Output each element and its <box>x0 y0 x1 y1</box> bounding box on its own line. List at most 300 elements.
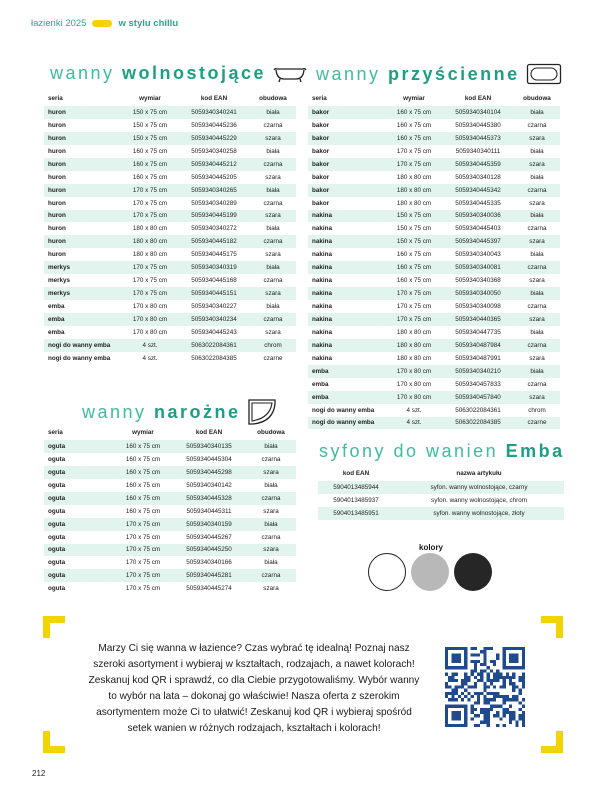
table-cell: 5059340445212 <box>178 158 250 171</box>
table-cell: 150 x 75 cm <box>386 210 442 223</box>
table-cell: 5059340340111 <box>455 147 501 155</box>
table-cell: 5059340340319 <box>178 261 250 274</box>
column-header: kod EAN <box>464 94 492 102</box>
table-cell: szara <box>246 466 296 479</box>
table-cell: 5063022084385 <box>442 417 514 430</box>
table-cell: oguta <box>48 507 66 515</box>
table-cell: 170 x 75 cm <box>122 210 178 223</box>
table-cell: 170 x 75 cm <box>114 544 172 557</box>
title-bold: przyścienne <box>388 63 520 84</box>
table-cell: 160 x 75 cm <box>132 147 168 155</box>
table-cell: huron <box>44 132 122 145</box>
table-row <box>308 261 560 274</box>
table-cell: bakor <box>312 147 330 155</box>
table-row <box>308 352 560 365</box>
table-cell: czarna <box>250 313 296 326</box>
table-cell: bakor <box>312 121 330 129</box>
table-cell: szara <box>265 328 281 336</box>
table-row <box>44 352 296 365</box>
table-cell: 160 x 75 cm <box>386 261 442 274</box>
table-cell: emba <box>48 328 65 336</box>
title-light: wanny <box>50 63 123 83</box>
table-cell: huron <box>44 210 122 223</box>
table-cell: 5059340340142 <box>186 481 232 489</box>
table-cell: biała <box>250 184 296 197</box>
table-row <box>44 569 296 582</box>
table-cell: szara <box>246 544 296 557</box>
table-cell: huron <box>44 106 122 119</box>
table-cell: biała <box>514 287 560 300</box>
table-cell: 170 x 75 cm <box>396 147 432 155</box>
table-cell: nakina <box>312 354 332 362</box>
table-cell: 160 x 75 cm <box>125 455 161 463</box>
table-cell: 5059340445175 <box>191 251 237 259</box>
table-row <box>308 326 560 339</box>
table-cell: bakor <box>312 199 330 207</box>
table-cell: 5059340445243 <box>191 328 237 336</box>
table-row <box>308 119 560 132</box>
table-cell: czarna <box>246 492 296 505</box>
table-cell: huron <box>48 199 66 207</box>
table-cell: 5059340340128 <box>455 173 501 181</box>
table-cell: 180 x 80 cm <box>132 251 168 259</box>
table-cell: syfon. wanny wolnostojące, czarny <box>394 481 564 494</box>
table-row <box>308 145 560 158</box>
table-row <box>44 119 296 132</box>
color-swatch-black <box>454 553 492 591</box>
color-swatch-grey <box>411 553 449 591</box>
table-cell: nakina <box>312 251 332 259</box>
table-cell: nakina <box>312 277 332 285</box>
table-cell: 150 x 75 cm <box>122 106 178 119</box>
table-row <box>44 171 296 184</box>
table-row <box>44 210 296 223</box>
table-cell: nogi do wanny emba <box>312 406 375 414</box>
table-cell: czarna <box>261 455 281 463</box>
table-cell: 5059340340368 <box>455 277 501 285</box>
table-cell: 170 x 75 cm <box>122 184 178 197</box>
title-light: syfony do wanien <box>319 441 506 461</box>
table-cell: 5059340445304 <box>186 455 232 463</box>
title-bold: wolnostojące <box>122 63 267 83</box>
table-cell: szara <box>263 507 279 515</box>
table-cell: 160 x 75 cm <box>114 440 172 453</box>
table-row <box>44 531 296 544</box>
table-cell: czarna <box>263 277 283 285</box>
table-cell: emba <box>48 303 65 311</box>
table-cell: 170 x 75 cm <box>132 199 168 207</box>
table-cell: 170 x 75 cm <box>386 287 442 300</box>
page-number: 212 <box>32 769 46 778</box>
table-cell: 5059340445205 <box>191 173 237 181</box>
table-cell: 150 x 75 cm <box>386 235 442 248</box>
table-cell: oguta <box>48 533 66 541</box>
table-cell: 5059340445182 <box>178 235 250 248</box>
table-cell: biała <box>246 440 296 453</box>
table-row <box>308 235 560 248</box>
table-row <box>308 222 560 235</box>
freestanding-bathtub-icon <box>272 64 308 84</box>
title-light: wanny <box>316 63 389 84</box>
table-cell: 5059340340241 <box>178 106 250 119</box>
table-cell: oguta <box>44 518 114 531</box>
table-cell: 5059340487991 <box>455 354 501 362</box>
table-cell: biała <box>250 106 296 119</box>
table-cell: 160 x 75 cm <box>396 121 432 129</box>
table-cell: 170 x 80 cm <box>396 380 432 388</box>
column-header: wymiar <box>132 428 154 436</box>
column-header: obudowa <box>259 94 287 102</box>
color-swatch-white <box>368 553 406 591</box>
table-cell: 5059340445397 <box>442 235 514 248</box>
table-cell: biała <box>530 147 544 155</box>
table-cell: szara <box>265 251 281 259</box>
column-header: obudowa <box>257 428 285 436</box>
table-cell: 160 x 75 cm <box>125 481 161 489</box>
table-cell: szara <box>250 287 296 300</box>
table-cell: 170 x 75 cm <box>114 518 172 531</box>
table-cell: 160 x 75 cm <box>386 106 442 119</box>
table-cell: oguta <box>44 544 114 557</box>
table-cell: szara <box>529 354 545 362</box>
section-title-syfony <box>319 441 565 462</box>
table-row <box>308 300 560 313</box>
table-row <box>308 248 560 261</box>
table-cell: huron <box>44 158 122 171</box>
yellow-pill-decoration <box>92 20 112 27</box>
table-cell: oguta <box>48 481 66 489</box>
table-cell: biała <box>530 328 544 336</box>
table-cell: 5059340340234 <box>178 313 250 326</box>
table-row <box>318 481 564 494</box>
table-cell: oguta <box>48 585 66 593</box>
table-row <box>44 287 296 300</box>
table-cell: nakina <box>308 313 386 326</box>
table-cell: biała <box>266 147 280 155</box>
table-cell: bakor <box>308 158 386 171</box>
table-cell: biała <box>514 365 560 378</box>
table-row <box>44 326 296 339</box>
column-header: obudowa <box>523 94 551 102</box>
table-cell: oguta <box>44 492 114 505</box>
table-cell: bakor <box>312 173 330 181</box>
table-cell: czarna <box>527 380 547 388</box>
frame-corner-bottom-right <box>541 731 563 753</box>
table-cell: bakor <box>308 184 386 197</box>
table-cell: szara <box>263 585 279 593</box>
table-row <box>308 184 560 197</box>
table-cell: czarna <box>250 158 296 171</box>
table-cell: szara <box>514 132 560 145</box>
table-cell: biała <box>514 106 560 119</box>
table-cell: szara <box>514 391 560 404</box>
table-cell: czarna <box>263 121 283 129</box>
table-cell: 5059340445335 <box>455 199 501 207</box>
table-row <box>44 313 296 326</box>
corner-bathtub-icon <box>247 398 277 426</box>
table-cell: oguta <box>44 466 114 479</box>
title-light: wanny <box>82 401 155 422</box>
table-row <box>318 507 564 520</box>
table-cell: szara <box>250 132 296 145</box>
table-cell: 4 szt. <box>406 406 422 414</box>
table-cell: 5059340447735 <box>455 328 501 336</box>
table-cell: 5059340457833 <box>455 380 501 388</box>
table-cell: nakina <box>308 235 386 248</box>
table-cell: 5059340445298 <box>172 466 246 479</box>
frame-corner-top-left <box>43 616 65 638</box>
table-cell: 160 x 75 cm <box>114 492 172 505</box>
table-row <box>308 197 560 210</box>
table-row <box>44 339 296 352</box>
breadcrumb: łazienki 2025 <box>31 18 87 29</box>
table-cell: 5059340487984 <box>442 339 514 352</box>
header-subtitle: w stylu chillu <box>118 18 179 29</box>
section-title-przyscienne <box>316 63 562 85</box>
section-title-wolnostojace <box>50 63 308 84</box>
table-row <box>308 287 560 300</box>
table-cell: nakina <box>308 210 386 223</box>
table-cell: czarna <box>514 339 560 352</box>
table-cell: merkys <box>48 277 71 285</box>
table-cell: huron <box>44 184 122 197</box>
table-cell: biała <box>246 518 296 531</box>
title-bold: Emba <box>505 441 565 461</box>
table-cell: 170 x 80 cm <box>122 313 178 326</box>
table-cell: szara <box>514 235 560 248</box>
table-cell: czarna <box>514 261 560 274</box>
table-cell: 150 x 75 cm <box>396 225 432 233</box>
table-row <box>308 378 560 391</box>
table-cell: 5059340445168 <box>191 277 237 285</box>
frame-corner-top-right <box>541 616 563 638</box>
table-cell: 5059340340036 <box>442 210 514 223</box>
table-row <box>308 404 560 417</box>
table-cell: 5059340445373 <box>442 132 514 145</box>
table-cell: szara <box>529 199 545 207</box>
table-cell: 170 x 75 cm <box>132 277 168 285</box>
table-cell: nakina <box>308 287 386 300</box>
table-row <box>44 235 296 248</box>
table-cell: 5059340445328 <box>172 492 246 505</box>
table-cell: czarna <box>263 199 283 207</box>
table-cell: 5059340445311 <box>186 507 232 515</box>
table-cell: merkys <box>44 287 122 300</box>
table-cell: emba <box>312 380 329 388</box>
table-cell: nogi do wanny emba <box>44 339 122 352</box>
table-cell: 5059340340098 <box>455 303 501 311</box>
table-row <box>44 505 296 518</box>
column-header: seria <box>48 94 63 102</box>
table-cell: 170 x 80 cm <box>132 303 168 311</box>
table-cell: syfon. wanny wolnostojące, złoty <box>394 507 564 520</box>
table-row <box>44 222 296 235</box>
table-row <box>308 417 560 430</box>
table-cell: huron <box>44 235 122 248</box>
table-cell: 170 x 75 cm <box>125 585 161 593</box>
table-row <box>44 274 296 287</box>
table-cell: 5059340340258 <box>191 147 237 155</box>
table-row <box>44 158 296 171</box>
table-cell: 4 szt. <box>142 354 158 362</box>
table-cell: czarna <box>250 235 296 248</box>
table-cell: emba <box>308 365 386 378</box>
table-cell: oguta <box>48 455 66 463</box>
table-cell: 5063022084361 <box>455 406 501 414</box>
table-cell: 5059340340289 <box>191 199 237 207</box>
table-cell: szara <box>265 173 281 181</box>
table-cell: 170 x 80 cm <box>132 328 168 336</box>
table-cell: 4 szt. <box>122 339 178 352</box>
table-cell: 5904013485937 <box>333 496 379 504</box>
table-cell: biała <box>530 173 544 181</box>
table-cell: 5059340340081 <box>442 261 514 274</box>
table-cell: szara <box>514 313 560 326</box>
table-cell: 150 x 75 cm <box>122 132 178 145</box>
table-cell: emba <box>308 391 386 404</box>
table-wolnostojace <box>44 90 296 365</box>
table-cell: 150 x 75 cm <box>132 121 168 129</box>
table-cell: 5059340445236 <box>191 121 237 129</box>
table-cell: emba <box>44 313 122 326</box>
table-cell: 170 x 75 cm <box>386 313 442 326</box>
table-cell: czarna <box>246 569 296 582</box>
colors-label: kolory <box>419 543 444 552</box>
table-cell: 180 x 80 cm <box>386 339 442 352</box>
table-cell: 5059340457840 <box>442 391 514 404</box>
table-cell: 160 x 75 cm <box>114 466 172 479</box>
table-cell: 5063022084385 <box>191 354 237 362</box>
table-cell: 170 x 75 cm <box>114 569 172 582</box>
table-przyscienne <box>308 90 560 429</box>
table-cell: 170 x 80 cm <box>386 365 442 378</box>
column-header: kod EAN <box>200 94 228 102</box>
qr-code[interactable] <box>445 647 525 727</box>
table-row <box>44 106 296 119</box>
column-header: kod EAN <box>195 428 223 436</box>
table-cell: bakor <box>308 132 386 145</box>
section-title-narozne <box>82 398 277 426</box>
table-row <box>44 556 296 569</box>
table-cell: 5059340340272 <box>191 225 237 233</box>
table-cell: nakina <box>312 225 332 233</box>
table-cell: 5059340445403 <box>455 225 501 233</box>
table-cell: 180 x 80 cm <box>386 184 442 197</box>
column-header: wymiar <box>403 94 425 102</box>
table-cell: czarne <box>514 417 560 430</box>
table-row <box>44 440 296 453</box>
table-cell: 5059340445250 <box>172 544 246 557</box>
table-cell: 160 x 75 cm <box>132 173 168 181</box>
column-header: nazwa artykułu <box>456 469 502 477</box>
table-cell: merkys <box>44 261 122 274</box>
table-cell: 5059340340227 <box>191 303 237 311</box>
table-cell: szara <box>250 210 296 223</box>
table-cell: 4 szt. <box>386 417 442 430</box>
table-cell: szara <box>529 277 545 285</box>
table-cell: 5063022084361 <box>178 339 250 352</box>
table-cell: oguta <box>48 559 66 567</box>
table-cell: 170 x 75 cm <box>125 533 161 541</box>
table-cell: 180 x 80 cm <box>132 225 168 233</box>
table-cell: 5059340440365 <box>442 313 514 326</box>
table-row <box>308 106 560 119</box>
table-cell: 180 x 80 cm <box>396 199 432 207</box>
table-cell: 5059340445274 <box>186 585 232 593</box>
table-syfony <box>318 465 564 520</box>
table-row <box>44 453 296 466</box>
table-cell: 5059340340265 <box>178 184 250 197</box>
table-row <box>44 582 296 595</box>
table-cell: 5059340445281 <box>172 569 246 582</box>
table-row <box>44 184 296 197</box>
table-cell: nakina <box>312 303 332 311</box>
table-cell: 170 x 75 cm <box>386 158 442 171</box>
table-cell: 170 x 75 cm <box>396 303 432 311</box>
table-cell: biała <box>514 210 560 223</box>
table-cell: biała <box>266 303 280 311</box>
table-cell: 170 x 75 cm <box>122 287 178 300</box>
table-cell: 5059340445199 <box>178 210 250 223</box>
table-cell: biała <box>264 481 278 489</box>
table-row <box>44 132 296 145</box>
table-cell: 160 x 75 cm <box>396 277 432 285</box>
column-header: seria <box>48 428 63 436</box>
table-cell: 170 x 75 cm <box>125 559 161 567</box>
table-cell: huron <box>48 173 66 181</box>
table-cell: huron <box>48 225 66 233</box>
table-row <box>44 300 296 313</box>
table-cell: czarna <box>527 225 547 233</box>
table-cell: huron <box>48 147 66 155</box>
table-cell: 170 x 80 cm <box>386 391 442 404</box>
table-row <box>308 313 560 326</box>
table-cell: 160 x 75 cm <box>122 158 178 171</box>
table-cell: huron <box>48 121 66 129</box>
table-row <box>44 492 296 505</box>
table-cell: 170 x 75 cm <box>122 261 178 274</box>
column-header: seria <box>312 94 327 102</box>
table-row <box>318 494 564 507</box>
table-row <box>308 391 560 404</box>
table-cell: 5904013485951 <box>318 507 394 520</box>
table-cell: 5059340340166 <box>186 559 232 567</box>
table-cell: czarna <box>527 303 547 311</box>
table-cell: chrom <box>528 406 546 414</box>
table-cell: 5059340445267 <box>186 533 232 541</box>
table-row <box>308 274 560 287</box>
table-row <box>308 171 560 184</box>
table-cell: 180 x 80 cm <box>122 235 178 248</box>
table-cell: huron <box>48 251 66 259</box>
table-cell: chrom <box>250 339 296 352</box>
table-row <box>308 132 560 145</box>
frame-corner-bottom-left <box>43 731 65 753</box>
column-header: wymiar <box>139 94 161 102</box>
table-cell: 180 x 80 cm <box>396 328 432 336</box>
table-row <box>44 248 296 261</box>
table-row <box>44 544 296 557</box>
table-cell: biała <box>264 559 278 567</box>
table-cell: nogi do wanny emba <box>48 354 111 362</box>
table-cell: czarne <box>263 354 283 362</box>
table-cell: 5059340445342 <box>442 184 514 197</box>
table-cell: oguta <box>44 440 114 453</box>
promo-text: Marzy Ci się wanna w łazience? Czas wybrać tę idealną! Poznaj nasz szeroki asortyment i wybieraj w kształtach, rodzajach, a nawet kolorach! Zeskanuj kod QR i sprawdź, co dla Ciebie przygotowaliśmy. Wybór wanny to wybór na lata – dokonaj go właściwie! Nasza oferta z szerokim asortymentem może Ci to ułatwić! Zeskanuj kod QR i wybieraj spośród setek wanien w różnych rodzajach, kształtach i kolorach! <box>88 643 420 734</box>
table-cell: 160 x 75 cm <box>396 251 432 259</box>
table-cell: czarna <box>514 184 560 197</box>
table-cell: 180 x 80 cm <box>396 354 432 362</box>
